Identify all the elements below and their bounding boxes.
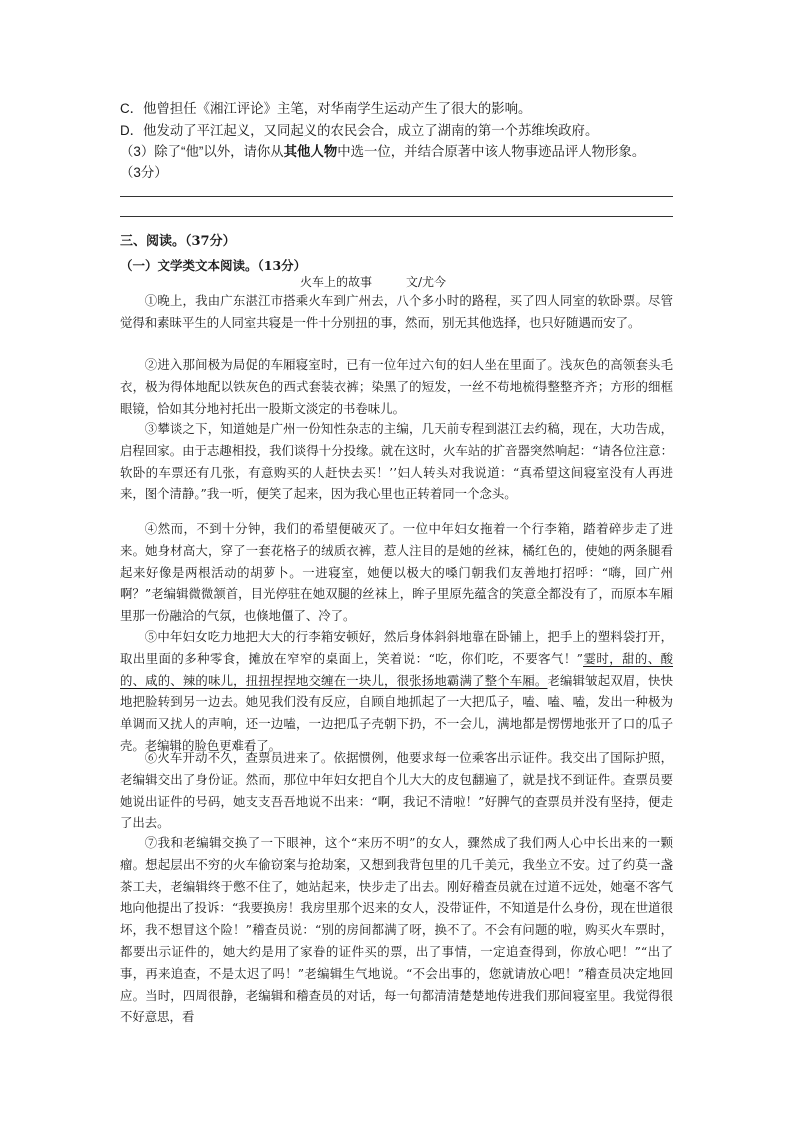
- question-3-suffix: 中选一位，并结合原著中该人物事迹品评人物形象。: [337, 144, 646, 159]
- option-d: D．他发动了平江起义，又同起义的农民会合，成立了湖南的第一个苏维埃政府。: [120, 123, 599, 138]
- answer-line-1: [120, 196, 673, 197]
- paragraph-4: ④然而，不到十分钟，我们的希望便破灭了。一位中年妇女拖着一个行李箱，踏着碎步走了进来。她身材高大，穿了一套花格子的绒质衣裤，惹人注目的是她的丝袜，橘红色的，使她的两条腿看起来好像是两根活动的胡萝卜。一进寝室，她便以极大的嗓门朝我们友善地打招呼：“嗨，回广州啊？”老编辑微微颔首，目光停驻在她双腿的丝袜上，眸子里原先蕴含的笑意全都没有了，而原本车厢里那一份融洽的气氛，也倏地僵了、冷了。: [120, 521, 673, 624]
- paragraph-2: ②进入那间极为局促的车厢寝室时，已有一位年过六旬的妇人坐在里面了。浅灰色的高领套头毛衣，极为得体地配以铁灰色的西式套装衣裤；染黑了的短发，一丝不苟地梳得整整齐齐；方形的细框眼镜，恰如其分地衬托出一股斯文淡定的书卷味儿。: [120, 357, 673, 416]
- answer-line-2: [120, 216, 673, 217]
- article-author: 文/尤今: [406, 275, 447, 289]
- question-3-prefix: （3）除了“他”以外，请你从: [120, 144, 284, 159]
- section-subtitle: （一）文学类文本阅读。（13分）: [120, 258, 307, 273]
- section-title: 三、阅读。（37分）: [120, 234, 236, 249]
- paragraph-5-start: ⑤中年妇女吃力地把大大的行李箱安顿好，然后身体斜斜地靠在卧铺上，把手上的塑料袋打开，取出里面的多种零食，摊放在窄窄的桌面上，笑着说：“吃，你们吃，不要客气！”: [120, 629, 673, 666]
- article-title: 火车上的故事: [300, 275, 373, 289]
- paragraph-3: ③攀谈之下，知道她是广州一份知性杂志的主编，几天前专程到湛江去约稿，现在，大功告成，启程回家。由于志趣相投，我们谈得十分投缘。就在这时，火车站的扩音器突然响起：“请各位注意：软卧的车票还有几张，有意购买的人赶快去买！’’妇人转头对我说道：“真希望这间寝室没有人再进来，图个清静。”我一听，便笑了起来，因为我心里也正转着同一个念头。: [120, 421, 673, 502]
- question-3: [120, 141, 645, 160]
- paragraph-5-underlined: 霎时，甜的、酸的、咸的、辣的味儿，扭扭捏捏地交缠在一块儿，很张扬地霸满了整个车厢。: [120, 650, 674, 688]
- paragraph-5-end: 老编辑皱起双眉，快快地把脸转到另一边去。她见我们没有反应，自顾自地抓起了一大把瓜子，嗑、嗑、嗑，发出一种极为单调而又扰人的声响，还一边嗑，一边把瓜子壳朝下扔，不一会儿，满地都是愣愣地张开了口的瓜子壳。老编辑的脸色更难看了。: [120, 672, 674, 753]
- paragraph-7: ⑦我和老编辑交换了一下眼神，这个“来历不明”的女人，骤然成了我们两人心中长出来的一颗瘤。想起层出不穷的火车偷窃案与抢劫案，又想到我背包里的几千美元，我坐立不安。过了约莫一盏茶工夫，老编辑终于憋不住了，她站起来，快步走了出去。刚好稽查员就在过道不远处，她毫不客气地向他提出了投诉：“我要换房！我房里那个迟来的女人，没带证件，不知道是什么身份，现在世道很坏，我不想冒这个险！”稽查员说：“别的房间都满了呀，换不了。不会有问题的啦，购买火车票时，都要出示证件的，她大约是用了家眷的证件买的票，出了事情，一定追查得到，你放心吧！”“出了事，再来追查，不是太迟了吗！”老编辑生气地说。“不会出事的，您就请放心吧！”稽查员决定地回应。当时，四周很静，老编辑和稽查员的对话，每一句都清清楚楚地传进我们那间寝室里。我觉得很不好意思，看: [120, 835, 673, 1025]
- article-heading: [300, 273, 446, 290]
- paragraph-5: [120, 626, 673, 757]
- paragraph-1: ①晚上，我由广东湛江市搭乘火车到广州去，八个多小时的路程，买了四人同室的软卧票。尽管觉得和素昧平生的人同室共寝是一件十分别扭的事，然而，别无其他选择，也只好随遇而安了。: [120, 293, 673, 330]
- question-3-emphasis: 其他人物: [283, 144, 338, 159]
- question-3-score: （3分）: [120, 165, 168, 180]
- option-c: C．他曾担任《湘江评论》主笔，对华南学生运动产生了很大的影响。: [120, 101, 532, 116]
- paragraph-6: ⑥火车开动不久，查票员进来了。依据惯例，他要求每一位乘客出示证件。我交出了国际护照，老编辑交出了身份证。然而，那位中年妇女把自个儿大大的皮包翻遍了，就是找不到证件。查票员要她说出证件的号码，她支支吾吾地说不出来：“啊，我记不清啦！”好脾气的查票员并没有坚持，便走了出去。: [120, 750, 673, 831]
